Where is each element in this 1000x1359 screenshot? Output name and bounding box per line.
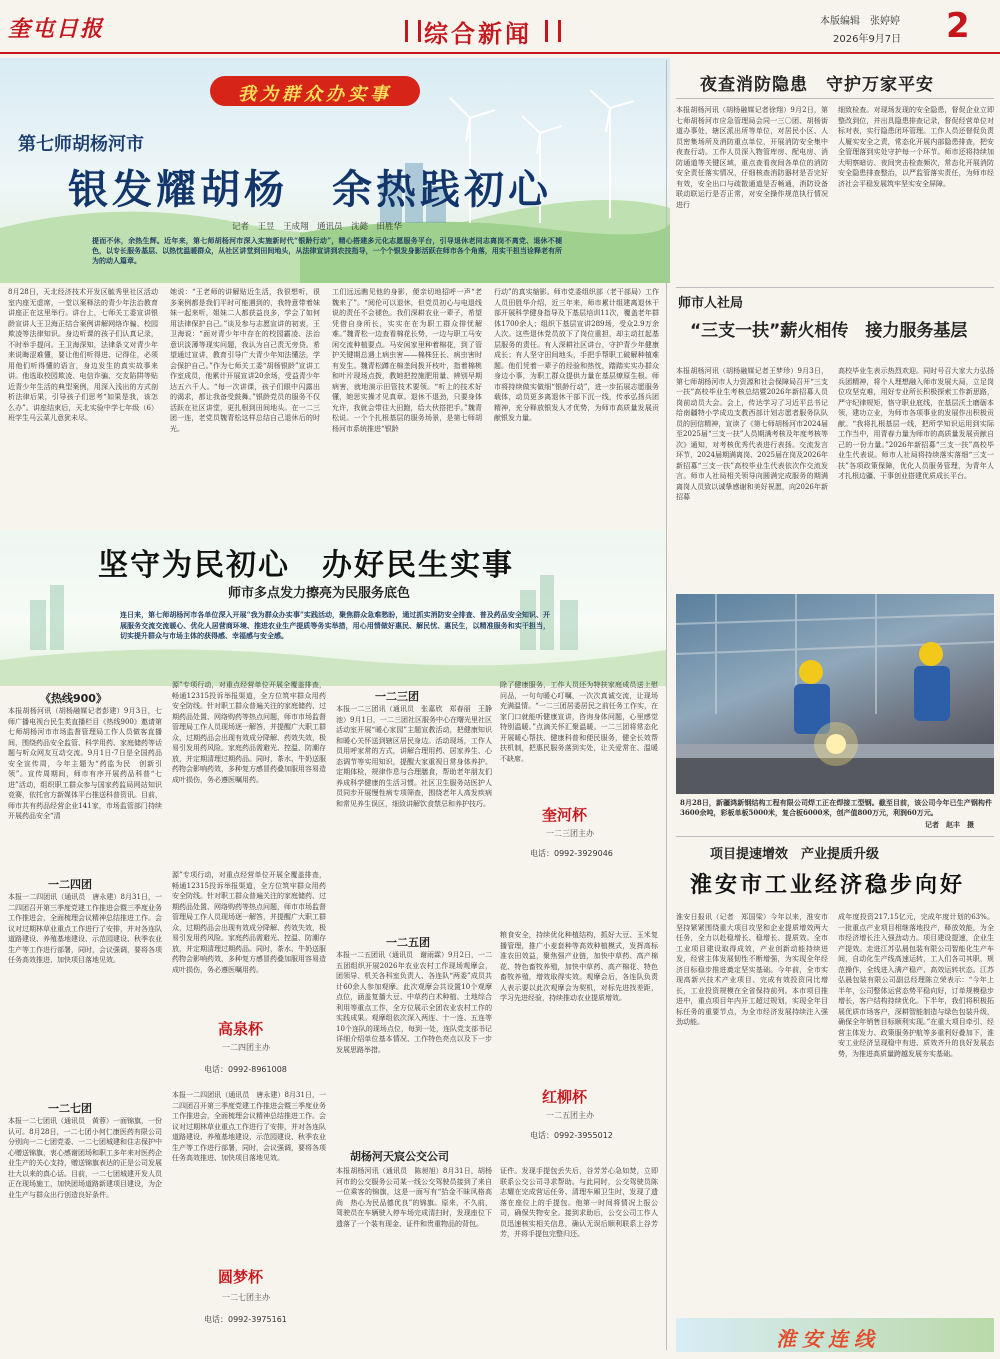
night-title-rule <box>676 98 994 99</box>
a6-col2: 证件。发现手提包丢失后，谷芳芳心急如焚，立即联系公交公司寻求帮助。与此同时，公交驾驶员陈志耀在完成营运任务、清理车厢卫生时，发现了遗落在座位上的手提包。他第一时间将情况上报公司，确保失物安全。接到求助后，公交公司工作人员迅速核实相关信息，确认无误后顺利联系上谷芳芳，并将手提包完整归还。 <box>500 1167 658 1238</box>
hr-col1: 本报胡杨河讯（胡杨融媒记者王梦珍）9月3日，第七师胡杨河市人力资源和社会保障局召开“三支一扶”高校毕业生考核总结暨2026年新招募人员岗前动员大会。会上，传达学习了习近平总书记给南疆特小学成边支教西部计划志愿者服务队队员的回信精神，宣读了《第七师胡杨河市2024届至2025届“三支一扶”人员期满考核及年度考核等次》通知，对考核优秀代表进行表扬。交流发言环节，2024届期满离岗、2025届在岗及2026年新招募“三支一扶”高校毕业生代表依次作交流发言。师市人社局相关领导向圆满完成服务的期满离岗人员致以诚挚感谢和美好祝愿，向2026年新招募 <box>676 367 828 501</box>
night-col2: 细致检查。对现场发现的安全隐患，督促企业立即整改到位，并出具隐患排查记录，督促经营单位对标对表，实行隐患闭环管理。工作人员还督促负责人履实安全之责，常态化开展内部隐患排查，把安全管理落到实处守护每一个环节。师市还将持续加大明察暗访、夜间突击检查频次，常态化开展消防安全隐患排查整治，以严监管落实责任，为师市经济社会平稳发展筑牢坚实安全屏障。 <box>838 106 994 188</box>
factory-photo <box>676 594 994 794</box>
ad-hongliu <box>512 1086 642 1148</box>
a4-title: 一二七团 <box>48 1102 92 1115</box>
section-title: 综合新闻 <box>424 19 532 48</box>
ad-gaoquan-phone: 电话：0992-8961008 <box>204 1065 287 1074</box>
hotline-headline: 坚守为民初心 办好民生实事 <box>98 548 514 583</box>
banner-panel <box>0 58 670 283</box>
hr-kicker: 师市人社局 <box>678 296 744 311</box>
a5-col1: 本报一二五团讯（通讯员 谢雨霖）9月2日，一二五团组织开展2026年农业农村工作现场观摩会，团领导、机关各科室负责人、各连队“两委”成员共计60余人参加观摩。此次观摩会共设置10个观摩点位，涵盖复播大豆、中草药白术种植、土地综合利用等重点工作，全方位展示全团农业农村工作的实践成果。观摩组依次深入两连、十一连、五连等10个连队的现场点位，每到一处，连队党支部书记详细介绍单位基本情况、工作特色亮点以及下一步发展思路举措。 <box>336 951 492 1054</box>
a1-col1: 本报胡杨河讯（胡杨融媒记者彭建）9月3日，七师广播电视台民生类直播栏目《热线900》邀请第七师胡杨河市市场监督管理局工作人员做客直播间，围绕药品安全监管、科学用药、家庭储药等话题与听众网友互动交流。9月1日-7日是全国药品安全宣传周，今年主题为“药监为民 创新引领”。宣传周期间，师市有序开展药品科普“七进”活动，组织职工群众参与国家药监局网站知识竞赛，依托官方新媒体平台推送科普资讯。目前，师市共有药品经营企业141家，市场监管部门持续开展药品安全“清 <box>8 707 162 820</box>
huaian-footer-text: 淮安连线 <box>776 1327 880 1351</box>
article1-col4: 行动”的真实缩影。师市党委组织部（老干部局）工作人员田胜华介绍，近三年来，师市累计组建离退休干部开展科学健身指导及下基层培训11次，覆盖老年群体1700余人；组织下基层宣讲289场，受众2.9万余人次。这些退休党员放下了岗位重担，却主动扛起基层服务的责任。有人深耕社区讲台，守护青少年健康成长；有人坚守田间地头，手把手帮职工破解种植难题。他们凭着一辈子的经验和热忱，踏踏实实办群众身边小事，为职工群众提供力量在基层燎原生根。师市将持续做实做细“银龄行动”，进一步拓展志愿服务载体，动员更多离退休干部下沉一线，传承弘扬兵团精神，充分释放银发人才优势，为师市高质量发展贡献银发力量。 <box>494 288 659 422</box>
article1-col1: 8月28日，天北经济技术开发区毓秀里社区活动室内座无虚席，一堂以案释法的青少年法治教育讲座正在这里举行。讲台上，七师关工委宣讲银龄宣讲人王卫海正结合案例讲解网络诈骗、校园欺凌等法律知识。身边听课的孩子们认真记录，不时举手提问。王卫海深知，法律条文对青少年来说晦涩难懂，要让他们听得进、记得住，必须用他们听得懂的语言，身边发生的真实故事来讲。他选取校园欺凌、电信诈骗、交友陷阱等贴近青少年生活的典型案例，用深入浅出的方式剖析法律后果，引导孩子们思考“如果是我，该怎么办”。讲座结束后，天北实验中学七年级（6）班学生马云菜儿意犹未尽。 <box>8 288 158 422</box>
a5-col2: 粮食安全，持续优化种植结构，抓好大豆、玉米复播管理，推广小麦套种等高效种植模式，发挥高标准农田效益，聚焦强产业链，加快中草药、高产棉花、特色畜牧养殖，加快中草药、高产棉花、特色畜牧养殖，增效取得实效。观摩会后，各连队负责人表示要以此次观摩会为契机，对标先进找差距，学习先进经验，持续推动农业提质增效。 <box>500 931 658 1002</box>
a2-title: 一二三团 <box>375 690 419 703</box>
section-bars-left <box>405 20 421 42</box>
a4-col1: 本报一二七团讯（通讯员 黄蓉）一面锦旗，一份认可。8月28日，一二七团小何仁康医药有限公司分别向一二七团党委、一二七团城建和住志保护中心赠送锦旗，衷心感谢团场和职工多年来对医药企业生产的关心支持，赠送锦旗表达的正是公司发展壮大以来的真心话。目前，一二七团城建开发人员正在现场施工，加快团场道路新建项目建设，为企业生产与群众出行创造良好条件。 <box>8 1117 162 1199</box>
article-kicker: 第七师胡杨河市 <box>18 134 144 155</box>
a3-title: 一二四团 <box>48 878 92 891</box>
ad-yuanmeng-name: 圆梦杯 <box>218 1268 264 1286</box>
article1-col3: 工们远远瞧见他的身影，便亲切地招呼一声“老魏来了”。“阅伦可以退休，但党员初心与电退线说的责任不会褪色。我们深耕农业一辈子，希望凭借自身所长，实实在在为职工群众排忧解难。”魏青松一边查看棉花长势，一边与职工马安闲交流种植要点。马安闲家里种着棉花，到了管护关键期总遇上病虫害——棉株狂长、病虫害时有发生。魏青松蹲在棉垄间拨开枝叶，指着棉桃和叶片现场点拨，教她把控施肥用量、辨别早期病害，就地演示田管技术要领。“听上的技术好懂，她思实操才见真章。退休不退劲，只要身体允许，我就会带往大田跑，给大伙搭把手。”魏青松说。一个个扎根基层的服务场景，是第七师胡杨河市系统推进“银龄 <box>332 288 482 433</box>
newspaper-logo: 奎屯日报 <box>8 16 105 42</box>
night-title: 夜查消防隐患 守护万家平安 <box>700 75 934 95</box>
section-rule <box>676 287 994 288</box>
page-number: 2 <box>946 6 970 46</box>
article1-col2: 她说：“王老师的讲解贴近生活，我很想听，很多案例都是我们平时可能遇到的，我特意带着妹妹一起来听，姐妹二人都获益良多，学会了如何用法律保护自己。”谈及参与志愿宣讲的初衷，王卫海说：“面对青少年中存在的校园霸凌、法治意识淡薄等现实问题，我认为自己责无旁贷。希望通过宣讲，教育引导广大青少年知法懂法，学会保护自己。”作为七师关工委“胡杨银龄”宣讲工作室成员，他累计开展宣讲20余场，受益青少年达五六千人。“每一次讲课，孩子们眼中闪露出的渴求，都让我备受鼓舞。”银龄党员的服务不仅活跃在社区讲堂，更扎根到田间地头。在一二三团一连，老党员魏青松这样总结自己退休后的时光。 <box>170 288 320 433</box>
ad-gaoquan-org: 一二四团主办 <box>222 1043 270 1052</box>
huaian-footer-band <box>676 1318 994 1352</box>
masthead <box>0 0 1000 58</box>
a3-col1: 本报一二四团讯（通讯员 唐永建）8月31日，一二四团召开第三季度党建工作推进会暨三季度业务工作推进会，全面梳理会议精神总结推进工作。会议对过期林草业重点工作进行了安排，并对各连队道路建设、养殖基地建设、示范园建设、秋季农业生产等工作进行部署，同时，会议强调，要将各项任务高效推进、加快项目落地见效。 <box>8 893 162 964</box>
welder-illustration <box>676 594 994 794</box>
hotline-banner <box>0 530 666 686</box>
a6-col1: 本报胡杨河讯（通讯员 陈昶旭）8月31日，胡杨河市的公交服务公司某一线公交驾驶员接到了来自一位乘客的锦旗，这是一面写有“拾金不昧风格高尚 热心为民品德优良”的锦旗。原来，不久前，驾驶员在车辆驶入停车场完成清扫时，发现座位下遗落了一个装有现金、证件和贵重物品的背包。 <box>336 1167 492 1228</box>
photo-caption: 8月28日，新疆鸿新钢结构工程有限公司焊工正在焊接工型钢。截至目前，该公司今年已生产钢构件3600余吨，彩板单板5000米，复合板6000米，创产值800万元，利润60万元。 <box>680 798 992 817</box>
hr-headline: “三支一扶”薪火相传 接力服务基层 <box>690 321 968 341</box>
slogan-text: 我为群众办实事 <box>238 84 392 105</box>
a4-col2: 本报一二四团讯（通讯员 唐永建）8月31日，一二四团召开第三季度党建工作推进会暨三季度业务工作推进会，全面梳理会议精神总结推进工作。会议对过期林草业重点工作进行了安排，并对各连队道路建设、养殖基地建设、示范园建设、秋季农业生产等工作进行部署，同时，会议强调，要将各项任务高效推进、加快项目落地见效。 <box>172 1091 326 1162</box>
photo-credit: 记者 赵丰 摄 <box>925 821 974 829</box>
a2-col1: 本报一二三团讯（通讯员 张嘉欣 郑春丽 王静池）9月1日，一二三团社区服务中心在曙光里社区活动室开展“暖心家园”主题宣教活动，把健康知识和暖心关怀送到辖区居民身边。活动现场，工作人员用呼家常的方式，讲解合理用药、居家养生、心态调节等实用知识，提醒大家重视日常身体养护。定期体检，规律作息与合理膳食，帮助老年朋友们养成科学健康的生活习惯。社区卫生服务站医护人员同步开展慢性病专项筛查，围绕老年人高发疾病和常见养生误区，细致讲解饮食禁忌和养护技巧。 <box>336 705 492 808</box>
night-col1: 本报胡杨河讯（胡杨融媒记者徐翔）9月2日，第七师胡杨河市应急管理局会同一三〇团、胡杨街道办事处，辖区派出所等单位，对居民小区、人员密集场所及消防重点单位，开展消防安全集中夜查行动。工作人员深入物管库房、配电房、消防通道等关键区域，重点查看夜间各单位的消防安全责任落实情况，仔细核查消防器材是否完好有效，安全出口与疏散通道是否畅通，消防设备联动联运行是否正常，对安全操作规范执行情况进行 <box>676 106 828 209</box>
ad-gaoquan <box>180 1018 320 1082</box>
article-headline: 银发耀胡杨 余热践初心 <box>68 166 552 213</box>
ad-hongliu-name: 红柳杯 <box>542 1088 588 1106</box>
issue-date: 2026年9月7日 <box>833 34 902 45</box>
article-intro: 提而不休，余热生辉。近年来，第七师胡杨河市深入实施新时代“银龄行动”，精心搭建多元化志愿服务平台，引导退休老同志离岗不离党、退休不褪色，以专长服务基层、以热忱温暖群众，从社区讲堂到田间地头，从法律宣讲到农技指导，一个个银发身影活跃在师市各个角落，用实干担当诠释老有所为的动人篇章。 <box>92 236 562 265</box>
ad-kuihe-phone: 电话：0992-3929046 <box>530 849 613 858</box>
ad-hongliu-phone: 电话：0992-3955012 <box>530 1131 613 1140</box>
ad-kuihe-org: 一二三团主办 <box>546 829 594 838</box>
editor-line: 本版编辑 张婷婷 <box>820 16 900 27</box>
ad-yuanmeng <box>180 1266 320 1336</box>
section-bars-right <box>545 20 561 42</box>
huaian-headline: 淮安市工业经济稳步向好 <box>690 872 966 898</box>
a1-title: 《热线900》 <box>40 692 107 705</box>
article-byline: 记者 王昱 王成翔 通讯员 沈懿 田胜华 <box>232 222 403 232</box>
a6-title: 胡杨河天宸公交公司 <box>350 1150 449 1163</box>
ad-yuanmeng-org: 一二七团主办 <box>222 1293 270 1302</box>
hotline-subtitle: 师市多点发力擦亮为民服务底色 <box>228 586 411 601</box>
a5-title: 一二五团 <box>386 936 430 949</box>
vertical-divider <box>666 60 667 1350</box>
huaian-kicker: 项目提速增效 产业提质升级 <box>710 847 880 862</box>
ad-kuihe <box>512 804 642 866</box>
section-rule-2 <box>676 836 994 837</box>
hr-col2: 高校毕业生表示热烈欢迎。同时号召大家大力弘扬兵团精神，将个人理想融入师市发展大局，立足岗位攻坚克难，用好专业所长积极探索工作新思路，严守纪律规矩，恪守职业底线，在基层沃土磨砺本领，建功立业，为师市各项事业的发展作出积极贡献。“我将扎根基层一线，把所学知识运用到实际工作当中，用青春力量为师市的高质量发展贡献自己的一份力量。”2026年新招募“三支一扶”高校毕业生代表说。师市人社局将持续落实落细“三支一扶”各项政策保障，优化人员服务管理，为青年人才扎根边疆、干事创业搭建优质成长平台。 <box>838 367 994 480</box>
ad-gaoquan-name: 高泉杯 <box>218 1020 264 1038</box>
huaian-col1: 淮安日报讯（记者 郑国梁）今年以来，淮安市坚持紧紧围绕重大项目攻坚和企业提质增效两大任务，全力以赴稳增长、稳增长、提质效。全市工业项目建设取得成效，产业创新动能持续迸发，经营主体发展韧性不断增强，为实现全年经济目标稳步推进奠定坚实基础。今年前，全市实现高新兴技术产业项目、完成有效投资同比增长，工业投资规模在全省保持前列。本市项目推进中，重点项目年内开工超过规划，实现全年目标任务的重要节点，为全市经济发展持续注入强劲动能。 <box>676 913 828 1026</box>
hotline-intro: 连日来，第七师胡杨河市各单位深入开展“我为群众办实事”实践活动，聚焦群众急难愁盼，通过抓实消防安全排查、普及药品安全知识、开展服务交流交流暖心、优化人居营商环境、推进农业生产提质等务实举措，用心用情做好惠民、解民忧、惠民生，以精准服务和实干担当，切实提升群众与市场主体的获得感、幸福感与安全感。 <box>120 610 550 640</box>
a1-col2: 源”专项行动，对重点经营单位开展全覆盖排查，畅通12315投诉举报渠道，全方位筑牢群众用药安全防线。针对职工群众普遍关注的家庭储药、过期药品处置、网络购药等热点问题，师市市场监督管理局工作人员现场逐一解答，并提醒广大职工群众，过期药品会出现有效成分降解、药效失效，极易引发用药风险。家庭药品需避光、控温、防潮存放，并定期清理过期药品。同时，茶水、牛奶送服药物会影响药效，多种复方感冒药叠加服用容易造成叶损伤，务必遵医嘱用药。 <box>172 681 326 784</box>
masthead-rule <box>0 52 1000 54</box>
huaian-col2: 成年度投资217.15亿元，完成年度计划的63%。一批重点产业项目相继落地投产，释放效能，为全市经济增长注入强劲动力。项目建设提速，企业生产提效。走进江苏弘晨包装有限公司智能化生产车间，自动化生产线高速运转，工人们各司其职，规范操作，全线进入满产稳产、高效运转状态。江苏弘晨包装有限公司副总经理陈立荣表示：“今年上半年，公司整体运营态势平稳向好，订单规模稳步增长，客户结构持续优化。下半年，我们将积极拓展优质市场客户，深耕智能制造与绿色包装升级，确保全年销售目标顺利实现。”在重大项目牵引、经营主体发力、政策服务护航等多重利好叠加下，淮安工业经济呈现稳中有进、质效齐升的良好发展态势，为推进高质量跨越发展夯实基础。 <box>838 913 994 1058</box>
ad-kuihe-name: 奎河杯 <box>542 806 588 824</box>
a3-col2: 源”专项行动，对重点经营单位开展全覆盖排查，畅通12315投诉举报渠道，全方位筑牢群众用药安全防线。针对职工群众普遍关注的家庭储药、过期药品处置、网络购药等热点问题，师市市场监督管理局工作人员现场逐一解答，并提醒广大职工群众，过期药品会出现有效成分降解、药效失效，极易引发用药风险。家庭药品需避光、控温、防潮存放，并定期清理过期药品。同时，茶水、牛奶送服药物会影响药效，多种复方感冒药叠加服用容易造成叶损伤，务必遵医嘱用药。 <box>172 871 326 974</box>
ad-hongliu-org: 一二五团主办 <box>546 1111 594 1120</box>
a2-col2: 除了健康服务，工作人员还为特扶家庭成员送上慰问品，一句句暖心叮嘱，一次次真诚交流，让现场充满温情。“一二三团居委居民之前任务工作实，在家门口就能听健康宣讲，咨询身体问题，心里感觉特别温暖。”点滴关怀汇聚温暖。一二三团将常态化开展暖心帮扶、健康科普和便民服务，健全长效帮扶机制，把惠民服务落到实处，让关爱常在、温暖不缺席。 <box>500 681 658 763</box>
ad-yuanmeng-phone: 电话：0992-3975161 <box>204 1315 287 1324</box>
